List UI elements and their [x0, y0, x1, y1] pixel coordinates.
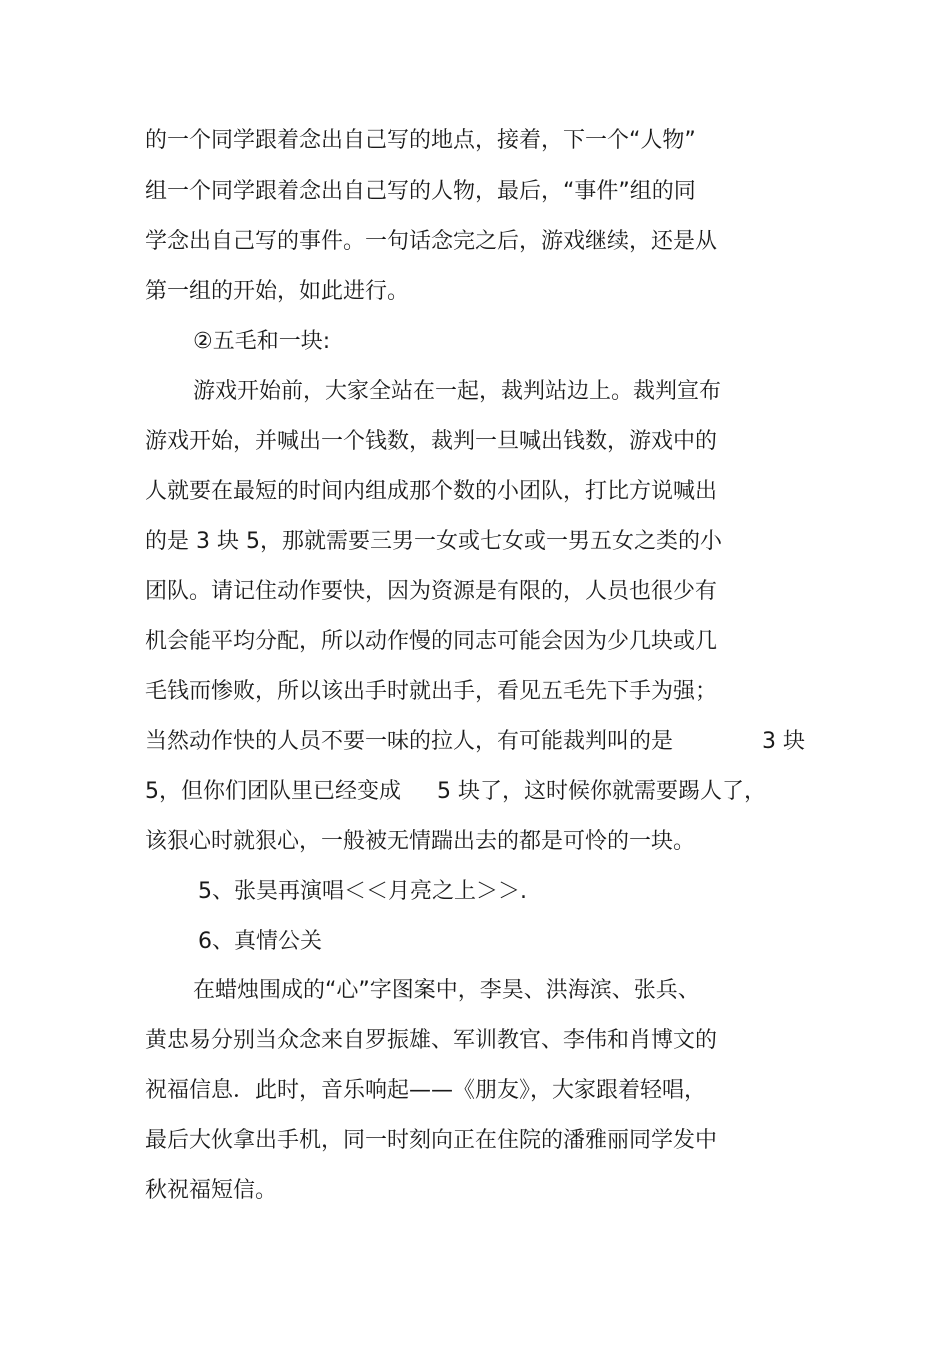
line-text-right: 3 块 — [762, 729, 805, 754]
paragraph-line: 该狠心时就狠心，一般被无情踹出去的都是可怜的一块。 — [145, 829, 696, 854]
line-text-middle: 5 块了，这时候你就需要踢人了， — [437, 779, 766, 804]
paragraph-line: 第一组的开始，如此进行。 — [145, 279, 410, 304]
paragraph-line: 最后大伙拿出手机，同一时刻向正在住院的潘雅丽同学发中 — [145, 1128, 718, 1153]
paragraph-line: 毛钱而惨败，所以该出手时就出手，看见五毛先下手为强； — [145, 679, 718, 704]
paragraph-line: 在蜡烛围成的“心”字图案中，李昊、洪海滨、张兵、 — [193, 978, 700, 1003]
paragraph-line-justified — [145, 727, 805, 757]
paragraph-line: 人就要在最短的时间内组成那个数的小团队，打比方说喊出 — [145, 479, 718, 504]
paragraph-line: 的是 3 块 5，那就需要三男一女或七女或一男五女之类的小 — [145, 529, 722, 554]
paragraph-line: 秋祝福短信。 — [145, 1178, 278, 1203]
list-item-5: 5、张昊再演唱＜＜月亮之上＞＞. — [198, 879, 527, 904]
paragraph-line: 的一个同学跟着念出自己写的地点，接着，下一个“人物” — [145, 128, 696, 153]
list-item-6: 6、真情公关 — [198, 929, 322, 954]
paragraph-line: 组一个同学跟着念出自己写的人物，最后，“事件”组的同 — [145, 179, 696, 204]
line-text-left: 5，但你们团队里已经变成 — [145, 779, 401, 804]
paragraph-line: 团队。请记住动作要快，因为资源是有限的，人员也很少有 — [145, 579, 718, 604]
paragraph-line: 游戏开始，并喊出一个钱数，裁判一旦喊出钱数，游戏中的 — [145, 429, 718, 454]
subheading: ②五毛和一块: — [193, 329, 331, 354]
paragraph-line: 黄忠易分别当众念来自罗振雄、军训教官、李伟和肖博文的 — [145, 1028, 718, 1053]
line-text-left: 当然动作快的人员不要一味的拉人，有可能裁判叫的是 — [145, 729, 674, 754]
paragraph-line-justified — [145, 777, 766, 807]
paragraph-line: 游戏开始前，大家全站在一起，裁判站边上。裁判宣布 — [193, 379, 722, 404]
paragraph-line: 机会能平均分配，所以动作慢的同志可能会因为少几块或几 — [145, 629, 718, 654]
paragraph-line: 祝福信息．此时，音乐响起——《朋友》，大家跟着轻唱， — [145, 1078, 707, 1103]
paragraph-line: 学念出自己写的事件。一句话念完之后，游戏继续，还是从 — [145, 229, 718, 254]
